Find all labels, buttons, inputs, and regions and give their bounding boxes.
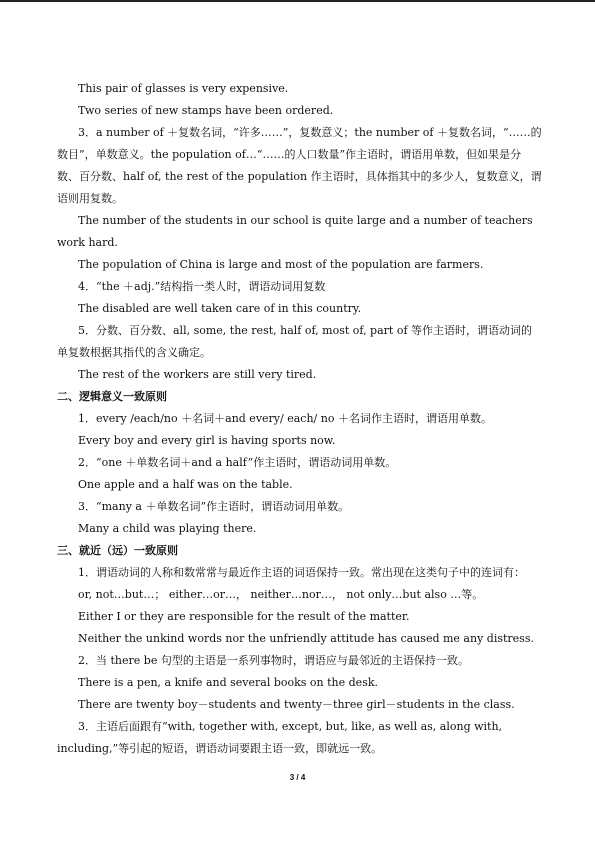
example-sentence: Many a child was playing there. bbox=[78, 522, 257, 535]
example-sentence: The population of China is large and most of the population are farmers. bbox=[78, 258, 484, 271]
rule-paragraph: 2．当 there be 句型的主语是一系列事物时，谓语应与最邻近的主语保持一致。 bbox=[78, 654, 469, 667]
section-heading: 二、逻辑意义一致原则 bbox=[57, 390, 167, 403]
example-sentence: The rest of the workers are still very tired. bbox=[78, 368, 317, 381]
rule-paragraph: 5．分数、百分数、all, some, the rest, half of, most of, part of 等作主语时，谓语动词的单复数根据其指代的含义确定。 bbox=[57, 324, 533, 359]
example-sentence: Every boy and every girl is having sports now. bbox=[78, 434, 336, 447]
section-heading: 三、就近（远）一致原则 bbox=[57, 544, 178, 557]
rule-paragraph: 1．谓语动词的人称和数常常与最近作主语的词语保持一致。常出现在这类句子中的连词有： bbox=[78, 566, 525, 579]
example-sentence: Either I or they are responsible for the result of the matter. bbox=[78, 610, 410, 623]
example-sentence: There is a pen, a knife and several books on the desk. bbox=[78, 676, 378, 689]
rule-paragraph: 3．“many a ＋单数名词”作主语时，谓语动词用单数。 bbox=[78, 500, 350, 513]
example-sentence: This pair of glasses is very expensive. bbox=[78, 82, 289, 95]
example-sentence: The number of the students in our school is quite large and a number of teachers work hard. bbox=[57, 214, 533, 249]
rule-paragraph: 3．a number of ＋复数名词，“许多……”，复数意义；the number of ＋复数名词，“……的数目”，单数意义。the population of…“……的人口数量”作主语时，谓语用单数，但如果是分数、百分数、half of, the rest of the population 作主语时，具体指其中的多少人，复数意义，谓语则用复数。 bbox=[57, 126, 542, 205]
example-sentence: Neither the unkind words nor the unfriendly attitude has caused me any distress. bbox=[78, 632, 534, 645]
rule-paragraph: 2．“one ＋单数名词＋and a half”作主语时，谓语动词用单数。 bbox=[78, 456, 397, 469]
rule-paragraph: 1．every /each/no ＋名词＋and every/ each/ no ＋名词作主语时，谓语用单数。 bbox=[78, 412, 492, 425]
rule-paragraph: 3．主语后面跟有“with, together with, except, but, like, as well as, along with, including,”等引起的短语，谓语动词要跟主语一致，即就远一致。 bbox=[57, 720, 503, 755]
document-body bbox=[57, 78, 542, 760]
example-sentence: The disabled are well taken care of in this country. bbox=[78, 302, 362, 315]
example-sentence: There are twenty boy－students and twenty－three girl－students in the class. bbox=[78, 698, 515, 711]
rule-paragraph: 4．“the ＋adj.”结构指一类人时，谓语动词用复数 bbox=[78, 280, 326, 293]
example-sentence: Two series of new stamps have been ordered. bbox=[78, 104, 334, 117]
conjunction-list: or, not…but…； either…or…， neither…nor…， not only…but also …等。 bbox=[78, 588, 484, 601]
example-sentence: One apple and a half was on the table. bbox=[78, 478, 293, 491]
page-number: 3 / 4 bbox=[289, 773, 306, 782]
top-border bbox=[0, 0, 595, 2]
